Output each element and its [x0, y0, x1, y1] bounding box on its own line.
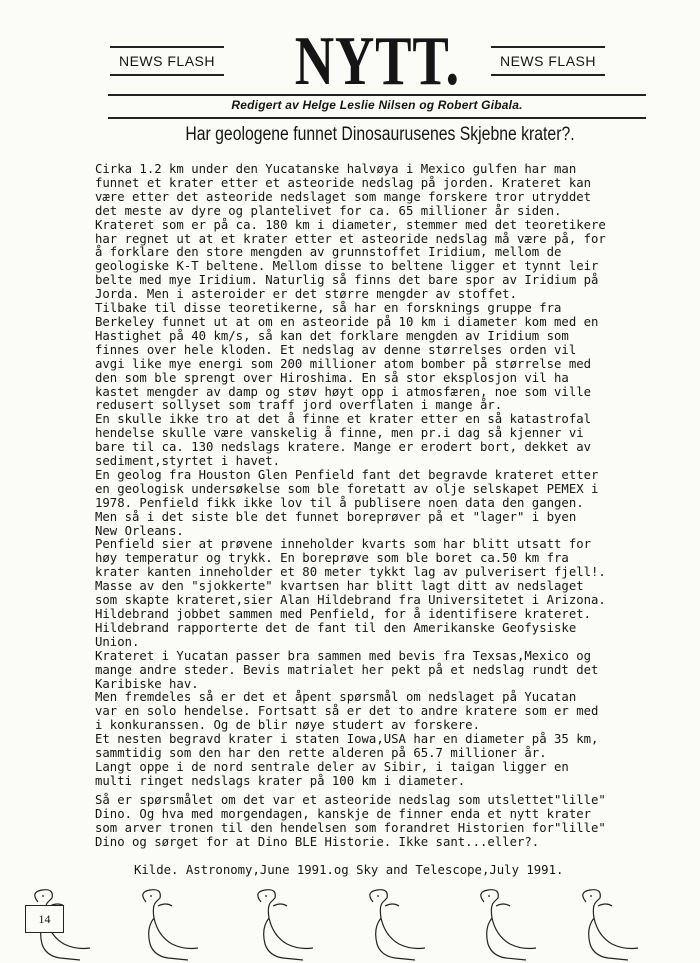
- body-line: høy temperatur og trykk. En boreprøve som ble boret ca.50 km fra: [95, 551, 569, 566]
- closing-line: Så er spørsmålet om det var et asteoride nedslag som utslettet"lille": [95, 793, 606, 807]
- body-line: Men så i det siste ble det funnet boreprøver på et "lager" i byen: [95, 509, 577, 524]
- closing-line: Dino. Og hva med morgendagen, kanskje de finner enda et nytt krater: [95, 806, 592, 821]
- article-body: [95, 163, 655, 789]
- body-line: en geologisk undersøkelse som ble foretatt av olje selskapet PEMEX i: [95, 481, 599, 496]
- page-number: 14: [25, 905, 64, 933]
- body-line: belte med mye Iridium. Naturlig så finns det bare spor av Iridium på: [95, 273, 599, 288]
- body-line: være etter det asteoride nedslaget som mange forskere tror utryddet: [95, 189, 592, 204]
- body-line: krater kanten inneholder et 80 meter tykkt lag av pulverisert fjell!.: [95, 565, 606, 580]
- body-line: finnes over hele kloden. Et nedslag av denne størrelses orden vil: [95, 342, 577, 357]
- body-line: Union.: [95, 634, 140, 649]
- article-closing: [95, 794, 655, 850]
- body-line: Berkeley funnet ut at om en asteoride på 10 km i diameter kom med en: [95, 314, 599, 329]
- body-line: Karibiske hav.: [95, 676, 199, 691]
- body-line: New Orleans.: [95, 523, 184, 538]
- body-line: den som ble sprengt over Hiroshima. En så stor eksplosjon vil ha: [95, 370, 569, 385]
- body-line: funnet et krater etter et asteoride nedslag på jorden. Krateret kan: [95, 175, 592, 190]
- dinosaur-decoration-row: [0, 884, 700, 963]
- body-line: hendelse skulle være vanskelig å finne, men pr.i dag så kjenner vi: [95, 426, 584, 441]
- body-line: Cirka 1.2 km under den Yucatanske halvøya i Mexico gulfen har man: [95, 162, 577, 176]
- closing-line: som arver tronen til den hendelsen som forandret Historien for"lille": [95, 820, 606, 835]
- dinosaur-icon: [370, 890, 425, 960]
- body-line: har regnet ut at et krater etter et asteoride nedslag må være på, for: [95, 231, 606, 246]
- body-line: Langt oppe i de nord sentrale deler av Sibir, i taigan ligger en: [95, 759, 569, 774]
- body-line: kastet mengder av damp og støv høyt opp i atmosfæren, noe som ville: [95, 384, 592, 399]
- body-line: Penfield sier at prøvene inneholder kvarts som har blitt utsatt for: [95, 537, 592, 552]
- body-line: Hildebrand jobbet sammen med Penfield, for å identifisere krateret.: [95, 607, 592, 621]
- body-line: sediment,styrtet i havet.: [95, 454, 281, 469]
- body-line: Et nesten begravd krater i staten Iowa,USA har en diameter på 35 km,: [95, 732, 599, 747]
- dinosaur-icon: [143, 890, 198, 960]
- body-line: Jorda. Men i asteroider er det større mengder av stoffet.: [95, 287, 517, 302]
- body-line: Tilbake til disse teoretikerne, så har en forsknings gruppe fra: [95, 301, 562, 316]
- editors-line: Redigert av Helge Leslie Nilsen og Robert Gibala.: [231, 98, 523, 112]
- body-line: var en solo hendelse. Fortsatt så er det to andre kratere som er med: [95, 704, 599, 719]
- body-line: sammtidig som den har den rette alderen på 65.7 millioner år.: [95, 746, 547, 761]
- body-line: geologiske K-T beltene. Mellom disse to beltene ligger et tynnt leir: [95, 259, 599, 274]
- masthead-rule-top: [108, 94, 646, 96]
- body-line: Hildebrand rapporterte det de fant til den Amerikanske Geofysiske: [95, 620, 577, 635]
- source-citation: Kilde. Astronomy,June 1991.og Sky and Telescope,July 1991.: [134, 863, 564, 877]
- body-line: Krateret som er på ca. 180 km i diameter, stemmer med det teoretikere: [95, 217, 606, 232]
- body-line: det meste av dyre og plantelivet for ca. 65 millioner år siden.: [95, 203, 562, 218]
- masthead-rule-bottom: [108, 117, 646, 119]
- body-line: 1978. Penfield fikk ikke lov til å publisere noen data den gangen.: [95, 495, 584, 510]
- body-line: mange andre steder. Bevis matrialet her pekt på et nedslag rundt det: [95, 662, 599, 677]
- body-line: Men fremdeles så er det et åpent spørsmål om nedslaget på Yucatan: [95, 690, 577, 705]
- body-line: bare til ca. 130 nedslags kratere. Mange er erodert bort, dekket av: [95, 440, 592, 455]
- body-line: Hastighet på 40 km/s, så kan det forklare mengden av Iridium som: [95, 328, 569, 343]
- dinosaur-icon: [583, 890, 638, 960]
- body-line: En skulle ikke tro at det å finne et krater etter en så katastrofal: [95, 412, 592, 427]
- body-line: Krateret i Yucatan passer bra sammen med bevis fra Texsas,Mexico og: [95, 648, 592, 663]
- closing-line: Dino og sørget for at Dino BLE Historie. Ikke sant...eller?.: [95, 834, 540, 849]
- body-line: i konkuranssen. Og de blir nøye studert av forskere.: [95, 718, 480, 733]
- dinosaur-icon: [258, 890, 313, 960]
- body-line: som skapte krateret,sier Alan Hildebrand fra Universitetet i Arizona.: [95, 593, 606, 608]
- body-line: avgi like mye energi som 200 millioner atom bomber på størrelse med: [95, 356, 592, 371]
- body-line: å forklare den store mengden av grunnstoffet Iridium, mellom de: [95, 245, 562, 260]
- body-line: multi ringet nedslags krater på 100 km i diameter.: [95, 773, 466, 788]
- body-line: En geolog fra Houston Glen Penfield fant det begravde krateret etter: [95, 467, 599, 482]
- article-headline: Har geologene funnet Dinosaurusenes Skjebne krater?.: [185, 124, 575, 145]
- body-line: redusert sollyset som traff jord overflaten i mange år.: [95, 398, 503, 413]
- masthead-title: NYTT.: [294, 23, 460, 100]
- news-flash-left: NEWS FLASH: [110, 46, 224, 76]
- body-line: Masse av den "sjokkerte" kvartsen har blitt lagt ditt av nedslaget: [95, 579, 584, 594]
- news-flash-right: NEWS FLASH: [491, 46, 605, 76]
- dinosaur-icon: [481, 890, 536, 960]
